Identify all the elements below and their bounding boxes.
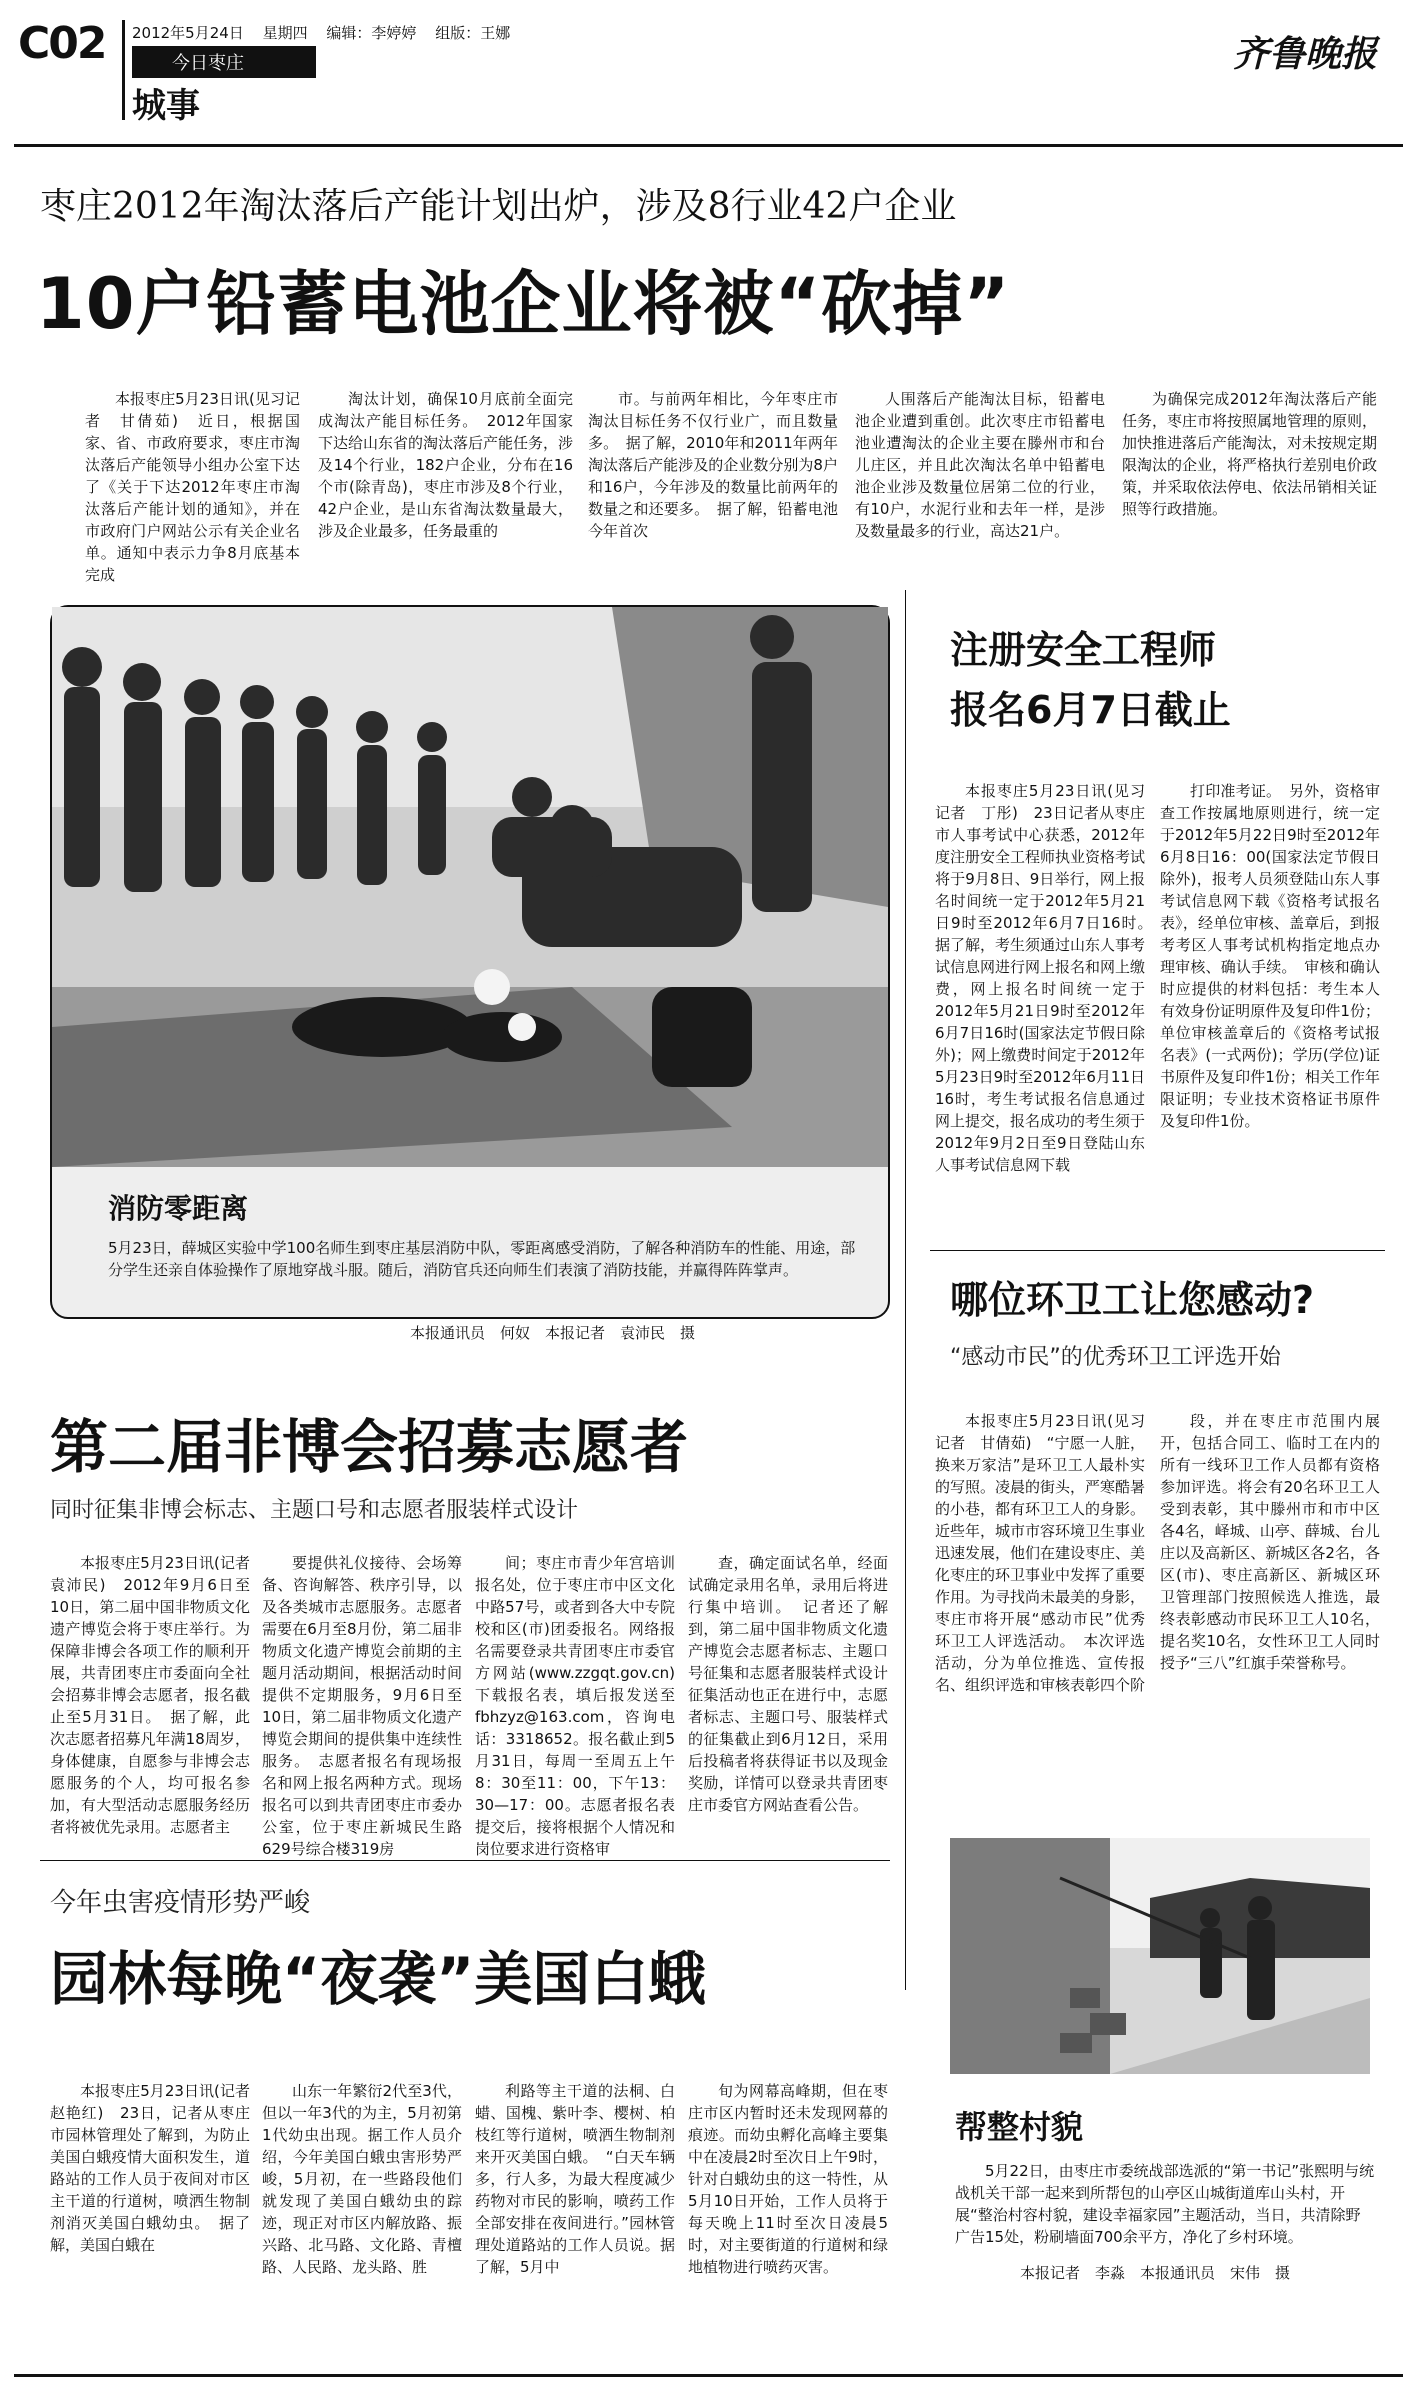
layout-credit: 组版：王娜 [435, 24, 511, 42]
lead-headline: 10户铅蓄电池企业将被“砍掉” [36, 263, 1011, 345]
issue-weekday: 星期四 [262, 24, 308, 42]
sanitation-headline: 哪位环卫工让您感动? [950, 1278, 1315, 1322]
moth-kicker: 今年虫害疫情形势严峻 [50, 1888, 311, 1918]
fire-drill-caption-text: 5月23日，薛城区实验中学100名师生到枣庄基层消防中队，零距离感受消防，了解各种消防车的性能、用途，部分学生还亲自体验操作了原地穿战斗服。随后，消防官兵还向师生们表演了消防技能，并赢得阵阵掌声。 [108, 1239, 856, 1279]
issue-date: 2012年5月24日 [132, 24, 244, 42]
village-photo [950, 1838, 1370, 2074]
lead-column-2: 淘汰计划，确保10月底前全面完成淘汰产能目标任务。 2012年国家下达给山东省的淘汰落后产能任务，涉及14个行业，182户企业，分布在16个市(除青岛)，枣庄市涉及8个行业，42户企业，是山东省淘汰数量最大，涉及企业最多，任务最重的 [318, 390, 574, 540]
volunteer-headline: 第二届非博会招募志愿者 [50, 1413, 689, 1481]
volunteer-column-1: 本报枣庄5月23日讯(记者 袁沛民) 2012年9月6日至10日，第二届中国非物质文化遗产博览会将于枣庄举行。为保障非博会各项工作的顺利开展，共青团枣庄市委面向全社会招募非博会志愿者，报名截止至5月31日。 据了解，此次志愿者招募凡年满18周岁，身体健康，自愿参与非博会志愿服务的个人，均可报名参加，有大型活动志愿服务经历者将被优先录用。志愿者主 [50, 1554, 266, 1836]
lead-column-3: 市。与前两年相比，今年枣庄市淘汰目标任务不仅行业广，而且数量多。 据了解，2010年和2011年两年淘汰落后产能涉及的企业数分别为8户和16户，今年涉及的数量比前两年的数量之和还要多。 据了解，铅蓄电池今年首次 [588, 390, 838, 540]
page-code: C02 [18, 18, 106, 69]
volunteer-column-3: 间；枣庄市青少年宫培训报名处，位于枣庄市中区文化中路57号，或者到各大中专院校和区(市)团委报名。网络报名需要登录共青团枣庄市委官方网站(www.zzgqt.gov.cn)下载报名表，填后报发送至fbhzyz@163.com，咨询电话：3318652。报名截止到5月31日，每周一至周五上午8：30至11：00，下午13：30—17：00。志愿者报名表提交后，接将根据个人情况和岗位要求进行资格审 [475, 1554, 675, 1858]
moth-column-2: 山东一年繁衍2代至3代，但以一年3代的为主，5月初第1代幼虫出现。据工作人员介绍，今年美国白蛾虫害形势严峻，5月初，在一些路段他们就发现了美国白蛾幼虫的踪迹，现正对市区内解放路、振兴路、北马路、文化路、青檀路、人民路、龙头路、胜 [262, 2082, 462, 2276]
paper-name-logo: 齐鲁晚报 [1232, 33, 1377, 75]
section-tag: 今日枣庄 [132, 46, 316, 78]
village-caption-title: 帮整村貌 [955, 2108, 1084, 2146]
section-name: 城事 [132, 86, 200, 126]
lead-column-1: 本报枣庄5月23日讯(见习记者 甘倩茹) 近日，根据国家、省、市政府要求，枣庄市淘汰落后产能领导小组办公室下达了《关于下达2012年枣庄市淘汰落后产能计划的通知》，并在市政府门户网站公示有关企业名单。通知中表示力争8月底基本完成 [85, 390, 300, 584]
sidebar-rule [930, 1250, 1385, 1251]
volunteer-deck: 同时征集非博会标志、主题口号和志愿者服装样式设计 [50, 1498, 579, 1523]
lead-column-5: 为确保完成2012年淘汰落后产能任务，枣庄市将按照属地管理的原则，加快推进落后产能淘汰，对未按规定期限淘汰的企业，将严格执行差别电价政策，并采取依法停电、依法吊销相关证照等行政措施。 [1122, 390, 1378, 518]
fire-drill-credit: 本报通讯员 何奴 本报记者 袁沛民 摄 [410, 1324, 696, 1342]
section-rule [40, 1860, 890, 1861]
fire-drill-photo-box [50, 605, 890, 1319]
fire-drill-photo [52, 607, 888, 1167]
safety-headline-line2: 报名6月7日截止 [950, 688, 1231, 732]
moth-column-1: 本报枣庄5月23日讯(记者 赵艳红) 23日，记者从枣庄市园林管理处了解到，为防止美国白蛾疫情大面积发生，道路站的工作人员于夜间对市区主干道的行道树，喷洒生物制剂消灭美国白蛾幼虫。 据了解，美国白蛾在 [50, 2082, 266, 2254]
safety-column-2: 打印准考证。 另外，资格审查工作按属地原则进行，统一定于2012年5月22日9时至2012年6月8日16：00(国家法定节假日除外)，报考人员须登陆山东人事考试信息网下载《资格考试报名表》，经单位审核、盖章后，到报考考区人事考试机构指定地点办理审核、确认手续。 审核和确认时应提供的材料包括：考生本人有效身份证明原件及复印件1份；单位审核盖章后的《资格考试报名表》(一式两份)；学历(学位)证书原件及复印件1份；相关工作年限证明；专业技术资格证书原件及复印件1份。 [1160, 782, 1380, 1130]
masthead-divider [122, 20, 125, 120]
safety-headline-line1: 注册安全工程师 [950, 628, 1217, 672]
lead-column-4: 人围落后产能淘汰目标，铅蓄电池企业遭到重创。此次枣庄市铅蓄电池业遭淘汰的企业主要在滕州市和台儿庄区，并且此次淘汰名单中铅蓄电池企业涉及数量位居第二位的行业，有10户，水泥行业和去年一样，是涉及数量最多的行业，高达21户。 [855, 390, 1105, 540]
lead-kicker: 枣庄2012年淘汰落后产能计划出炉，涉及8行业42户企业 [40, 186, 957, 227]
sanitation-column-1: 本报枣庄5月23日讯(见习记者 甘倩茹) “宁愿一人脏，换来万家洁”是环卫工人最朴实的写照。凌晨的街头，严寒酷暑的小巷，都有环卫工人的身影。近些年，城市市容环境卫生事业迅速发展，他们在建设枣庄、美化枣庄的环卫事业中发挥了重要作用。为寻找尚未最美的身影，枣庄市将开展“感动市民”优秀环卫工人评选活动。 本次评选活动，分为单位推选、宣传报名、组织评选和审核表彰四个阶 [935, 1412, 1146, 1694]
volunteer-column-4: 查，确定面试名单，经面试确定录用名单，录用后将进行集中培训。 记者还了解到，第二届中国非物质文化遗产博览会志愿者标志、主题口号征集和志愿者服装样式设计征集活动也正在进行中，志愿者标志、主题口号、服装样式的征集截止到6月12日，采用后投稿者将获得证书以及现金奖励，详情可以登录共青团枣庄市委官方网站查看公告。 [688, 1554, 888, 1814]
fire-drill-caption-title: 消防零距离 [108, 1192, 249, 1225]
sanitation-column-2: 段，并在枣庄市范围内展开，包括合同工、临时工在内的所有一线环卫工作人员都有资格参加评选。将会有20名环卫工人受到表彰，其中滕州市和市中区各4名，峄城、山亭、薛城、台儿庄以及高新区、新城区各2名，各区(市)、枣庄高新区、新城区环卫管理部门按照候选人推选，最终表彰感动市民环卫工人10名，提名奖10名，女性环卫工人同时授予“三八”红旗手荣誉称号。 [1160, 1412, 1380, 1672]
sanitation-deck: “感动市民”的优秀环卫工评选开始 [950, 1345, 1281, 1370]
masthead-meta [132, 22, 524, 43]
safety-column-1: 本报枣庄5月23日讯(见习记者 丁彤) 23日记者从枣庄市人事考试中心获悉，2012年度注册安全工程师执业资格考试将于9月8日、9日举行，网上报名时间统一定于2012年5月21日9时至2012年6月7日16时。 据了解，考生须通过山东人事考试信息网进行网上报名和网上缴费，网上报名时间统一定于2012年5月21日9时至2012年6月7日16时(国家法定节假日除外)；网上缴费时间定于2012年5月23日9时至2012年6月11日16时，考生考试报名信息通过网上提交，报名成功的考生须于2012年9月2日至9日登陆山东人事考试信息网下载 [935, 782, 1161, 1174]
column-divider [905, 590, 906, 1990]
footer-rule [14, 2374, 1403, 2377]
editor-credit: 编辑：李婷婷 [326, 24, 417, 42]
masthead-rule [14, 144, 1403, 147]
moth-column-4: 旬为网幕高峰期，但在枣庄市区内暂时还未发现网幕的痕迹。而幼虫孵化高峰主要集中在凌晨2时至次日上午9时，针对白蛾幼虫的这一特性，从5月10日开始，工作人员将于每天晚上11时至次日凌晨5时，对主要街道的行道树和绿地植物进行喷药灭害。 [688, 2082, 888, 2276]
volunteer-column-2: 要提供礼仪接待、会场筹备、咨询解答、秩序引导，以及各类城市志愿服务。志愿者需要在6月至8月份，第二届非物质文化遗产博览会前期的主题月活动期间，根据活动时间提供不定期服务，9月6日至10日，第二届非物质文化遗产博览会期间的提供集中连续性服务。 志愿者报名有现场报名和网上报名两种方式。现场报名可以到共青团枣庄市委办公室，位于枣庄新城民生路629号综合楼319房 [262, 1554, 462, 1858]
village-caption-text: 5月22日，由枣庄市委统战部选派的“第一书记”张熙明与统战机关干部一起来到所帮包的山亭区山城街道库山头村，开展“整治村容村貌，建设幸福家园”主题活动，当日，共清除野广告15处，粉刷墙面700余平方，净化了乡村环境。 [955, 2162, 1375, 2246]
moth-headline: 园林每晚“夜袭”美国白蛾 [50, 1945, 707, 2013]
village-credit: 本报记者 李淼 本报通讯员 宋伟 摄 [1020, 2264, 1291, 2282]
moth-column-3: 利路等主干道的法桐、白蜡、国槐、紫叶李、樱树、柏枝红等行道树，喷洒生物制剂来开灭美国白蛾。 “白天车辆多，行人多，为最大程度减少药物对市民的影响，喷药工作全部安排在夜间进行。”园林管理处道路站的工作人员说。据了解，5月中 [475, 2082, 675, 2276]
